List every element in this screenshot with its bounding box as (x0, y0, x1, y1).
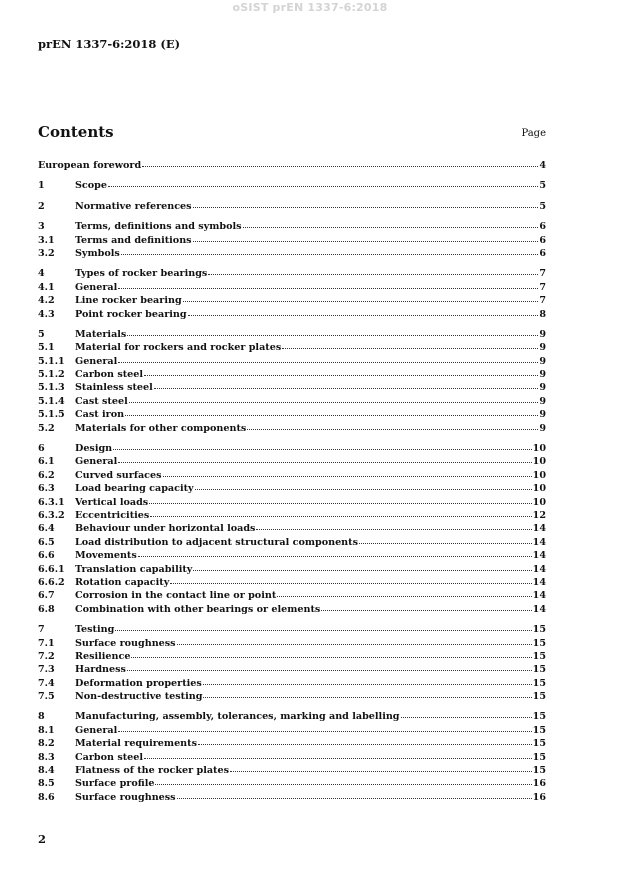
toc-entry[interactable] (38, 635, 546, 648)
toc-entry-number: 6.6 (38, 550, 55, 562)
toc-entry-number: 5.1.3 (38, 382, 65, 394)
toc-entry-number: 2 (38, 200, 45, 212)
toc-entry-title[interactable]: Behaviour under horizontal loads (75, 523, 256, 535)
toc-entry-page[interactable]: 9 (539, 422, 546, 434)
toc-entry-number: 6.3.2 (38, 509, 65, 521)
toc-entry[interactable] (38, 326, 546, 339)
toc-dot-leader (121, 244, 538, 255)
toc-entry[interactable] (38, 534, 546, 547)
toc-entry-title[interactable]: Non-destructive testing (75, 691, 203, 703)
toc-entry-page[interactable]: 15 (532, 765, 546, 777)
toc-entry[interactable] (38, 547, 546, 560)
document-identifier: prEN 1337-6:2018 (E) (38, 37, 181, 51)
toc-entry-number: 7.3 (38, 664, 55, 676)
toc-entry-page[interactable]: 6 (539, 221, 546, 233)
toc-dot-leader (127, 325, 538, 336)
toc-dot-leader (188, 305, 538, 316)
toc-entry[interactable] (38, 366, 546, 379)
toc-entry-page[interactable]: 8 (539, 308, 546, 320)
toc-entry-page[interactable]: 5 (539, 200, 546, 212)
toc-entry[interactable] (38, 520, 546, 533)
toc-entry-number: 6.1 (38, 456, 55, 468)
toc-entry-number: 4 (38, 268, 45, 280)
toc-dot-leader (138, 546, 532, 557)
toc-entry-title[interactable]: Scope (75, 180, 107, 192)
toc-entry-title[interactable]: Movements (75, 550, 137, 562)
toc-entry-title[interactable]: Design (75, 443, 113, 455)
toc-dot-leader (154, 378, 538, 389)
toc-entry-title[interactable]: Point rocker bearing (75, 308, 187, 320)
toc-entry-title[interactable]: Cast steel (75, 395, 128, 407)
toc-entry-number: 8.4 (38, 765, 55, 777)
toc-dot-leader (195, 479, 532, 490)
toc-entry-number: 8.6 (38, 791, 55, 803)
toc-entry-number: 6.2 (38, 469, 55, 481)
toc-dot-leader (155, 774, 531, 785)
toc-entry-title[interactable]: Surface roughness (75, 637, 176, 649)
toc-dot-leader (118, 452, 531, 463)
toc-dot-leader (144, 748, 532, 759)
toc-entry[interactable] (38, 789, 546, 802)
toc-entry-number: 5.1.5 (38, 409, 65, 421)
toc-entry-title[interactable]: Cast iron (75, 409, 125, 421)
toc-entry-number: 6.3.1 (38, 496, 65, 508)
toc-entry-title[interactable]: Symbols (75, 247, 120, 259)
toc-entry-title[interactable]: Terms, definitions and symbols (75, 221, 242, 233)
toc-entry-page[interactable]: 14 (532, 576, 546, 588)
toc-entry-page[interactable]: 10 (532, 469, 546, 481)
toc-entry-page[interactable]: 15 (532, 751, 546, 763)
toc-dot-leader (193, 231, 538, 242)
toc-entry[interactable] (38, 279, 546, 292)
toc-entry-page[interactable]: 15 (532, 664, 546, 676)
toc-dot-leader (277, 586, 531, 597)
toc-entry-title[interactable]: Testing (75, 624, 115, 636)
toc-entry-number: 4.2 (38, 295, 55, 307)
toc-entry[interactable] (38, 661, 546, 674)
toc-entry-number: 5.1.4 (38, 395, 65, 407)
toc-dot-leader (203, 674, 532, 685)
toc-entry-title[interactable]: General (75, 281, 118, 293)
toc-entry-title[interactable]: Flatness of the rocker plates (75, 765, 229, 777)
toc-entry-number: 5.1.1 (38, 355, 65, 367)
toc-entry[interactable] (38, 762, 546, 775)
toc-entry-page[interactable]: 10 (532, 443, 546, 455)
toc-entry-number: 7 (38, 624, 45, 636)
toc-entry-number: 7.2 (38, 650, 55, 662)
toc-entry[interactable] (38, 453, 546, 466)
toc-entry-title[interactable]: Materials (75, 328, 127, 340)
table-of-contents (38, 157, 546, 802)
toc-entry-page[interactable]: 9 (539, 328, 546, 340)
toc-dot-leader (230, 761, 532, 772)
toc-entry-page[interactable]: 4 (539, 160, 546, 171)
toc-dot-leader (115, 620, 531, 631)
toc-entry-title[interactable]: General (75, 355, 118, 367)
toc-entry-title[interactable]: Carbon steel (75, 751, 144, 763)
toc-entry-page[interactable]: 9 (539, 355, 546, 367)
toc-entry[interactable] (38, 494, 546, 507)
toc-entry[interactable] (38, 775, 546, 788)
toc-entry-page[interactable]: 6 (539, 234, 546, 246)
toc-entry-page[interactable]: 9 (539, 409, 546, 421)
toc-entry-title[interactable]: Line rocker bearing (75, 295, 182, 307)
toc-entry-title[interactable]: Load bearing capacity (75, 483, 194, 495)
toc-entry[interactable] (38, 157, 546, 170)
toc-entry-title[interactable]: European foreword (38, 160, 142, 171)
toc-entry-page[interactable]: 14 (532, 603, 546, 615)
toc-dot-leader (198, 734, 532, 745)
toc-entry-page[interactable]: 15 (532, 724, 546, 736)
toc-entry-title[interactable]: Resilience (75, 650, 131, 662)
toc-entry[interactable] (38, 621, 546, 634)
toc-entry-page[interactable]: 15 (532, 738, 546, 750)
toc-entry-page[interactable]: 9 (539, 395, 546, 407)
toc-entry[interactable] (38, 587, 546, 600)
toc-entry-title[interactable]: General (75, 456, 118, 468)
toc-entry-title[interactable]: Load distribution to adjacent structural components (75, 536, 358, 548)
toc-entry-title[interactable]: Translation capability (75, 563, 193, 575)
toc-entry[interactable] (38, 218, 546, 231)
toc-entry-page[interactable]: 15 (532, 624, 546, 636)
toc-entry[interactable] (38, 245, 546, 258)
toc-entry[interactable] (38, 379, 546, 392)
toc-dot-leader (208, 264, 538, 275)
toc-entry-page[interactable]: 10 (532, 496, 546, 508)
toc-dot-leader (359, 533, 532, 544)
toc-entry-number: 6.6.1 (38, 563, 65, 575)
toc-dot-leader (129, 392, 538, 403)
toc-dot-leader (193, 560, 531, 571)
toc-entry-number: 6.7 (38, 590, 55, 602)
toc-entry[interactable] (38, 574, 546, 587)
toc-entry-number: 6.3 (38, 483, 55, 495)
toc-dot-leader (131, 647, 531, 658)
toc-entry-number: 8.3 (38, 751, 55, 763)
toc-entry-title[interactable]: Surface profile (75, 778, 155, 790)
toc-entry-page[interactable]: 15 (532, 711, 546, 723)
toc-dot-leader (256, 519, 531, 530)
toc-dot-leader (150, 506, 531, 517)
toc-entry[interactable] (38, 688, 546, 701)
toc-entry-number: 5.1.2 (38, 369, 65, 381)
toc-entry[interactable] (38, 393, 546, 406)
toc-entry-page[interactable]: 15 (532, 650, 546, 662)
toc-dot-leader (108, 176, 538, 187)
toc-entry-title[interactable]: Corrosion in the contact line or point (75, 590, 277, 602)
toc-entry[interactable] (38, 306, 546, 319)
toc-entry-title[interactable]: General (75, 724, 118, 736)
toc-dot-leader (177, 634, 532, 645)
toc-entry-page[interactable]: 16 (532, 791, 546, 803)
toc-entry[interactable] (38, 467, 546, 480)
toc-dot-leader (193, 197, 538, 208)
toc-dot-leader (118, 721, 531, 732)
toc-entry-page[interactable]: 15 (532, 677, 546, 689)
toc-entry-title[interactable]: Materials for other components (75, 422, 247, 434)
toc-entry-title[interactable]: Normative references (75, 200, 192, 212)
toc-dot-leader (118, 278, 538, 289)
toc-entry-title[interactable]: Manufacturing, assembly, tolerances, marking and labelling (75, 711, 400, 723)
toc-entry[interactable] (38, 265, 546, 278)
contents-heading: Contents (38, 123, 114, 141)
toc-entry-title[interactable]: Carbon steel (75, 369, 144, 381)
toc-entry-title[interactable]: Types of rocker bearings (75, 268, 208, 280)
toc-entry[interactable] (38, 177, 546, 190)
toc-entry-number: 4.3 (38, 308, 55, 320)
toc-entry-number: 5.1 (38, 342, 55, 354)
toc-dot-leader (144, 365, 538, 376)
toc-entry-title[interactable]: Material requirements (75, 738, 197, 750)
toc-entry[interactable] (38, 648, 546, 661)
toc-entry[interactable] (38, 561, 546, 574)
toc-dot-leader (243, 217, 538, 228)
toc-entry-number: 6.5 (38, 536, 55, 548)
toc-entry-page[interactable]: 5 (539, 180, 546, 192)
toc-entry-page[interactable]: 14 (532, 563, 546, 575)
toc-entry[interactable] (38, 480, 546, 493)
toc-entry-page[interactable]: 14 (532, 550, 546, 562)
toc-entry-number: 6 (38, 443, 45, 455)
toc-entry-title[interactable]: Rotation capacity (75, 576, 170, 588)
toc-entry-title[interactable]: Material for rockers and rocker plates (75, 342, 282, 354)
toc-entry-page[interactable]: 7 (539, 268, 546, 280)
toc-entry-title[interactable]: Stainless steel (75, 382, 153, 394)
toc-dot-leader (177, 788, 532, 799)
toc-dot-leader (321, 600, 531, 611)
toc-entry-title[interactable]: Vertical loads (75, 496, 149, 508)
toc-entry-title[interactable]: Terms and definitions (75, 234, 192, 246)
toc-entry-number: 7.5 (38, 691, 55, 703)
toc-entry[interactable] (38, 708, 546, 721)
toc-entry[interactable] (38, 232, 546, 245)
toc-entry-number: 6.4 (38, 523, 55, 535)
toc-entry-title[interactable]: Hardness (75, 664, 126, 676)
toc-entry-number: 8.1 (38, 724, 55, 736)
toc-dot-leader (247, 419, 538, 430)
toc-entry[interactable] (38, 406, 546, 419)
toc-entry-number: 5 (38, 328, 45, 340)
watermark-text: oSIST prEN 1337-6:2018 (232, 1, 388, 14)
toc-entry-page[interactable]: 10 (532, 483, 546, 495)
toc-entry-number: 3 (38, 221, 45, 233)
toc-dot-leader (149, 493, 531, 504)
toc-entry-number: 5.2 (38, 422, 55, 434)
toc-entry-page[interactable]: 9 (539, 382, 546, 394)
toc-entry-page[interactable]: 15 (532, 637, 546, 649)
toc-entry-number: 8.2 (38, 738, 55, 750)
toc-entry-number: 6.6.2 (38, 576, 65, 588)
toc-entry[interactable] (38, 353, 546, 366)
toc-entry-title[interactable]: Deformation properties (75, 677, 202, 689)
toc-entry-number: 3.1 (38, 234, 55, 246)
toc-dot-leader (170, 573, 531, 584)
toc-entry-title[interactable]: Combination with other bearings or elements (75, 603, 321, 615)
toc-entry-page[interactable]: 16 (532, 778, 546, 790)
toc-entry-page[interactable]: 9 (539, 342, 546, 354)
toc-entry-number: 6.8 (38, 603, 55, 615)
toc-entry[interactable] (38, 507, 546, 520)
toc-entry-page[interactable]: 9 (539, 369, 546, 381)
toc-dot-leader (142, 156, 538, 167)
toc-entry[interactable] (38, 675, 546, 688)
toc-entry-title[interactable]: Surface roughness (75, 791, 176, 803)
toc-entry-number: 7.1 (38, 637, 55, 649)
toc-entry[interactable] (38, 749, 546, 762)
toc-dot-leader (163, 466, 532, 477)
toc-entry-page[interactable]: 7 (539, 281, 546, 293)
toc-entry[interactable] (38, 292, 546, 305)
toc-entry-number: 3.2 (38, 247, 55, 259)
toc-dot-leader (113, 439, 531, 450)
toc-entry-number: 4.1 (38, 281, 55, 293)
toc-entry-page[interactable]: 14 (532, 590, 546, 602)
toc-entry[interactable] (38, 722, 546, 735)
toc-dot-leader (183, 291, 538, 302)
toc-entry-number: 8.5 (38, 778, 55, 790)
toc-entry-page[interactable]: 10 (532, 456, 546, 468)
page-number: 2 (38, 832, 47, 846)
toc-entry-title[interactable]: Curved surfaces (75, 469, 162, 481)
toc-entry-number: 7.4 (38, 677, 55, 689)
toc-dot-leader (282, 338, 538, 349)
toc-entry-page[interactable]: 12 (532, 509, 546, 521)
toc-entry[interactable] (38, 420, 546, 433)
toc-dot-leader (125, 405, 538, 416)
toc-entry[interactable] (38, 735, 546, 748)
toc-entry[interactable] (38, 339, 546, 352)
toc-entry-title[interactable]: Eccentricities (75, 509, 150, 521)
toc-dot-leader (203, 687, 531, 698)
toc-entry[interactable] (38, 601, 546, 614)
toc-dot-leader (127, 660, 532, 671)
toc-entry-page[interactable]: 6 (539, 247, 546, 259)
page-column-label: Page (521, 128, 546, 139)
toc-entry-page[interactable]: 15 (532, 691, 546, 703)
toc-dot-leader (401, 707, 532, 718)
toc-entry-page[interactable]: 14 (532, 523, 546, 535)
toc-entry-page[interactable]: 7 (539, 295, 546, 307)
toc-entry[interactable] (38, 198, 546, 211)
toc-dot-leader (118, 352, 538, 363)
toc-entry[interactable] (38, 440, 546, 453)
toc-entry-number: 8 (38, 711, 45, 723)
toc-entry-page[interactable]: 14 (532, 536, 546, 548)
toc-entry-number: 1 (38, 180, 45, 192)
